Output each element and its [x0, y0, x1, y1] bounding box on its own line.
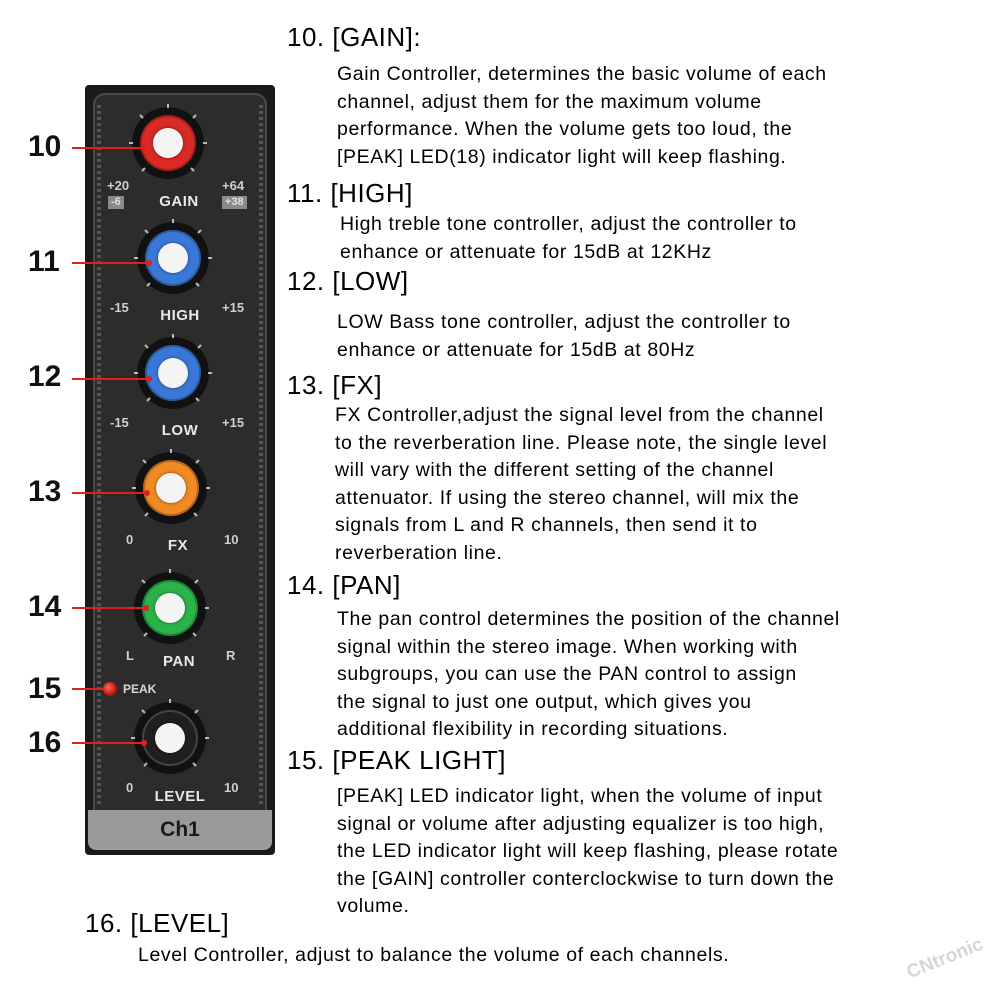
- callout-12: 12: [28, 360, 62, 393]
- section-gain-heading: 10. [GAIN]:: [287, 22, 422, 52]
- peak-label: PEAK: [123, 682, 157, 696]
- callout-dot-12: [146, 376, 152, 382]
- watermark-logo: CNtronic: [903, 933, 987, 984]
- callout-dot-13: [144, 490, 150, 496]
- high-knob-pointer: [158, 243, 188, 273]
- section-fx-line: attenuator. If using the stereo channel, will mix the: [335, 486, 800, 509]
- section-low-heading: 12. [LOW]: [287, 266, 409, 296]
- section-peak-line: signal or volume after adjusting equalizer is too high,: [337, 812, 825, 835]
- section-high-body: [340, 211, 797, 266]
- callout-dot-16: [141, 740, 147, 746]
- level-range-right: 10: [224, 780, 239, 795]
- callout-dot-11: [146, 260, 152, 266]
- gain-label: GAIN: [159, 193, 199, 210]
- callout-line-16: [72, 742, 144, 744]
- callout-16: 16: [28, 726, 62, 759]
- low-knob-pointer: [158, 358, 188, 388]
- section-pan-line: additional flexibility in recording situations.: [337, 718, 729, 740]
- peak-led: [103, 682, 117, 696]
- callout-line-10: [72, 147, 144, 149]
- section-low-body: [337, 309, 791, 364]
- callout-11: 11: [28, 245, 60, 278]
- callout-dot-10: [141, 145, 147, 151]
- fx-knob-pointer: [156, 473, 186, 503]
- section-peak-line: the [GAIN] controller conterclockwise to turn down the: [337, 867, 835, 890]
- callout-dot-14: [143, 605, 149, 611]
- callout-15: 15: [28, 672, 62, 705]
- section-fx-line: will vary with the different setting of the channel: [335, 459, 774, 481]
- section-gain-line: [PEAK] LED(18) indicator light will keep flashing.: [337, 145, 787, 168]
- level-label: LEVEL: [154, 788, 206, 805]
- section-fx-heading: 13. [FX]: [287, 370, 383, 400]
- gain-range-right: +64: [222, 178, 245, 193]
- section-pan-line: subgroups, you can use the PAN control to assign: [337, 663, 797, 685]
- callout-line-11: [72, 262, 149, 264]
- channel-label: Ch1: [88, 810, 272, 850]
- section-level-line: Level Controller, adjust to balance the volume of each channels.: [138, 944, 730, 966]
- fx-label: FX: [167, 537, 189, 554]
- gain-sub-left: -6: [108, 196, 124, 209]
- section-peak-line: the LED indicator light will keep flashing, please rotate: [337, 840, 839, 862]
- section-pan-line: the signal to just one output, which gives you: [337, 690, 752, 713]
- low-label: LOW: [161, 422, 199, 439]
- section-pan-line: The pan control determines the position of the channel: [337, 608, 840, 630]
- fx-knob[interactable]: [131, 448, 211, 528]
- pan-label: PAN: [162, 653, 196, 670]
- section-low-line: enhance or attenuate for 15dB at 80Hz: [337, 338, 696, 361]
- section-high-line: High treble tone controller, adjust the controller to: [340, 213, 797, 235]
- gain-knob[interactable]: [128, 103, 208, 183]
- high-knob[interactable]: [133, 218, 213, 298]
- section-level-heading: 16. [LEVEL]: [85, 908, 230, 938]
- pan-range-left: L: [126, 648, 134, 663]
- fx-range-left: 0: [126, 532, 134, 547]
- section-pan-heading: 14. [PAN]: [287, 570, 401, 600]
- callout-line-12: [72, 378, 149, 380]
- section-fx-line: FX Controller,adjust the signal level from the channel: [335, 404, 824, 426]
- low-range-left: -15: [110, 415, 129, 430]
- callout-13: 13: [28, 475, 62, 508]
- section-gain-body: [337, 61, 827, 171]
- callout-10: 10: [28, 130, 62, 163]
- gain-sub-right: +38: [222, 196, 247, 209]
- section-pan-line: signal within the stereo image. When working with: [337, 635, 798, 658]
- level-knob[interactable]: [130, 698, 210, 778]
- section-gain-line: channel, adjust them for the maximum volume: [337, 90, 762, 113]
- section-fx-line: to the reverberation line. Please note, the single level: [335, 431, 828, 454]
- high-label: HIGH: [160, 307, 200, 324]
- callout-line-15: [72, 688, 104, 690]
- pan-range-right: R: [226, 648, 236, 663]
- high-range-right: +15: [222, 300, 245, 315]
- pan-knob-pointer: [155, 593, 185, 623]
- section-peak-heading: 15. [PEAK LIGHT]: [287, 745, 506, 775]
- strip-rail-right: [259, 105, 263, 805]
- section-pan-body: [337, 606, 840, 744]
- gain-range-left: +20: [107, 178, 130, 193]
- gain-knob-pointer: [153, 128, 183, 158]
- section-fx-line: reverberation line.: [335, 541, 503, 564]
- callout-line-13: [72, 492, 147, 494]
- section-peak-line: volume.: [337, 895, 410, 917]
- low-knob[interactable]: [133, 333, 213, 413]
- section-fx-line: signals from L and R channels, then send it to: [335, 514, 758, 536]
- callout-14: 14: [28, 590, 62, 623]
- section-peak-line: [PEAK] LED indicator light, when the volume of input: [337, 785, 823, 807]
- level-knob-pointer: [155, 723, 185, 753]
- section-gain-line: Gain Controller, determines the basic volume of each: [337, 63, 827, 85]
- section-high-heading: 11. [HIGH]: [287, 178, 413, 208]
- section-fx-body: [335, 402, 827, 567]
- section-peak-body: [337, 783, 838, 921]
- level-range-left: 0: [126, 780, 134, 795]
- callout-line-14: [72, 607, 146, 609]
- fx-range-right: 10: [224, 532, 239, 547]
- section-low-line: LOW Bass tone controller, adjust the controller to: [337, 311, 791, 333]
- section-level-body: [138, 942, 729, 970]
- high-range-left: -15: [110, 300, 129, 315]
- section-gain-line: performance. When the volume gets too loud, the: [337, 118, 793, 140]
- low-range-right: +15: [222, 415, 245, 430]
- section-high-line: enhance or attenuate for 15dB at 12KHz: [340, 240, 712, 263]
- strip-rail-left: [97, 105, 101, 805]
